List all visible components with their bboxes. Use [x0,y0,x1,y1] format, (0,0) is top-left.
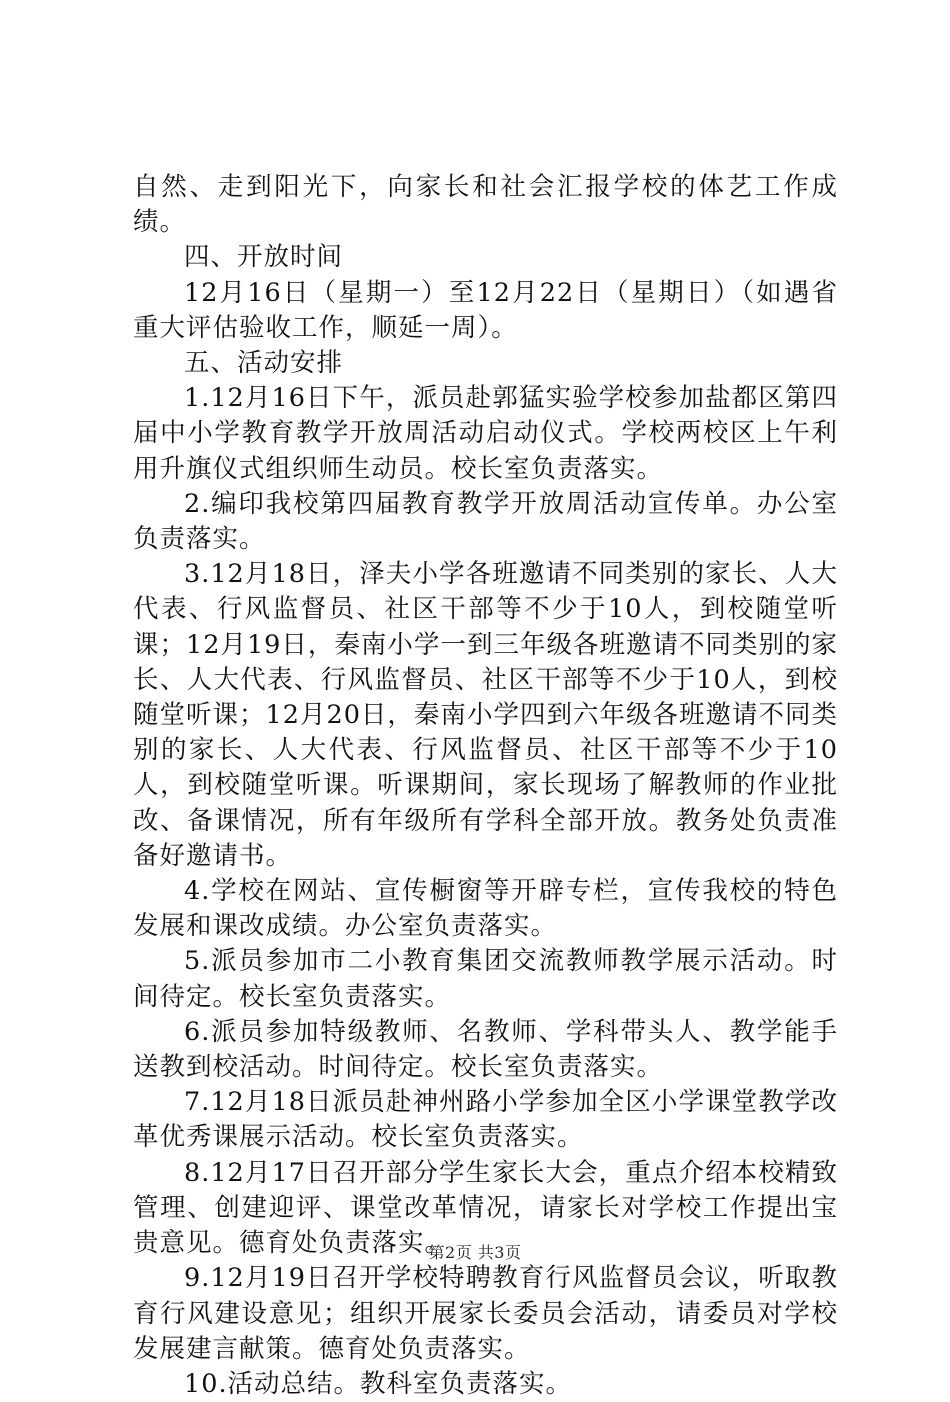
list-item-9: 9.12月19日召开学校特聘教育行风监督员会议，听取教育行风建设意见；组织开展家长委员会活动，请委员对学校发展建言献策。德育处负责落实。 [133,1263,838,1364]
list-item-1: 1.12月16日下午，派员赴郭猛实验学校参加盐都区第四届中小学教育教学开放周活动启动仪式。学校两校区上午利用升旗仪式组织师生动员。校长室负责落实。 [133,383,838,484]
document-body [133,170,838,1402]
list-item-10: 10.活动总结。教科室负责落实。 [184,1368,573,1399]
paragraph-continuation: 自然、走到阳光下，向家长和社会汇报学校的体艺工作成绩。 [133,172,838,238]
list-item-8: 8.12月17日召开部分学生家长大会，重点介绍本校精致管理、创建迎评、课堂改革情况，请家长对学校工作提出宝贵意见。德育处负责落实。 [133,1157,838,1259]
paragraph-open-time: 12月16日（星期一）至12月22日（星期日）（如遇省重大评估验收工作，顺延一周）。 [133,277,838,343]
section-heading-activity-arrangement: 五、活动安排 [184,348,344,379]
section-heading-open-time: 四、开放时间 [184,242,344,273]
page-footer [0,1243,950,1263]
list-item-2: 2.编印我校第四届教育教学开放周活动宣传单。办公室负责落实。 [133,488,838,555]
page-number-label: 第2页 共3页 [428,1243,522,1262]
list-item-5: 5.派员参加市二小教育集团交流教师教学展示活动。时间待定。校长室负责落实。 [133,946,838,1012]
list-item-7: 7.12月18日派员赴神州路小学参加全区小学课堂教学改革优秀课展示活动。校长室负责落实。 [133,1087,838,1153]
list-item-3: 3.12月18日，泽夫小学各班邀请不同类别的家长、人大代表、行风监督员、社区干部等不少于10人，到校随堂听课；12月19日，秦南小学一到三年级各班邀请不同类别的家长、人大代表、行风监督员、社区干部等不少于10人，到校随堂听课；12月20日，秦南小学四到六年级各班邀请不同类别的家长、人大代表、行风监督员、社区干部等不少于10人，到校随堂听课。听课期间，家长现场了解教师的作业批改、备课情况，所有年级所有学科全部开放。教务处负责准备好邀请书。 [133,559,838,871]
list-item-4: 4.学校在网站、宣传橱窗等开辟专栏，宣传我校的特色发展和课改成绩。办公室负责落实。 [133,876,838,942]
list-item-6: 6.派员参加特级教师、名教师、学科带头人、教学能手送教到校活动。时间待定。校长室负责落实。 [133,1016,838,1083]
